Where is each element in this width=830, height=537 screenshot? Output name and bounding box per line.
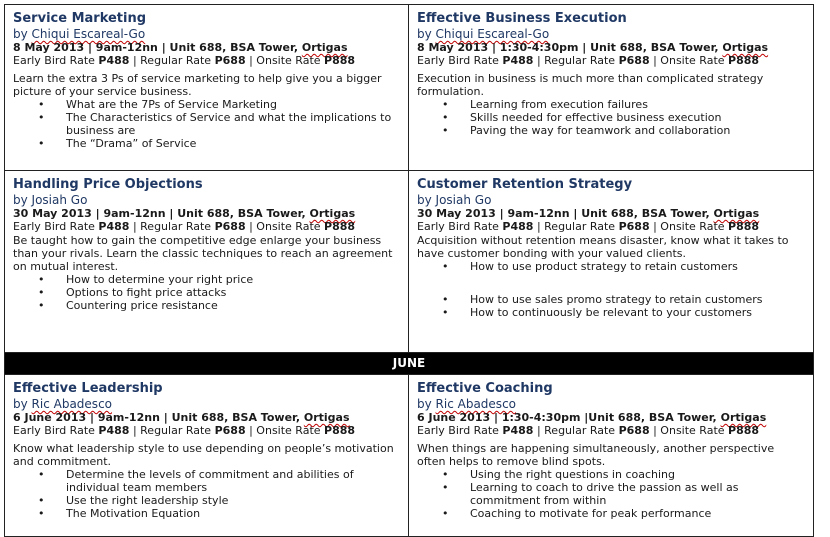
early-label: Early Bird Rate (13, 424, 95, 437)
bullet-item: • How to use product strategy to retain customers (470, 260, 805, 273)
speaker-prefix: by (417, 193, 432, 207)
event-rates (13, 54, 400, 67)
speaker-prefix: by (13, 397, 28, 411)
event-schedule (13, 411, 400, 424)
speaker-prefix: by (417, 27, 432, 41)
bullet-item: • Learning from execution failures (470, 98, 805, 111)
speaker-name: Ric Abadesco (31, 397, 113, 411)
event-cell-price-objections (5, 171, 409, 352)
event-title: Customer Retention Strategy (417, 177, 633, 192)
event-speaker (417, 397, 805, 411)
venue-city: Ortigas (720, 411, 767, 424)
venue-city: Ortigas (301, 41, 348, 54)
event-description: Know what leadership style to use depending on people’s motivation and commitment. (13, 442, 394, 468)
speaker-prefix: by (13, 27, 28, 41)
venue-city: Ortigas (303, 411, 350, 424)
bullet-item: • How to determine your right price (66, 273, 400, 286)
regular-price: P688 (214, 54, 246, 67)
schedule-text: 8 May 2013 | 1:30-4:30pm | Unit 688, BSA Tower, (417, 41, 719, 54)
event-description: When things are happening simultaneously, another perspective often helps to remove blind spots. (417, 442, 775, 468)
table-row (5, 171, 813, 353)
bullet-item: • The Motivation Equation (66, 507, 400, 520)
event-bullets (417, 260, 805, 319)
early-price: P488 (98, 220, 130, 233)
event-bullets (417, 98, 805, 137)
event-title: Effective Business Execution (417, 11, 627, 26)
events-table (4, 4, 814, 537)
venue-city: Ortigas (722, 41, 769, 54)
early-price: P488 (98, 54, 130, 67)
schedule-text: 8 May 2013 | 9am-12nn | Unit 688, BSA Tower, (13, 41, 299, 54)
table-row (5, 375, 813, 536)
speaker-name: Chiqui Escareal-Go (435, 27, 550, 41)
event-cell-effective-leadership (5, 375, 409, 536)
regular-label: | Regular Rate (132, 54, 212, 67)
event-schedule (417, 411, 805, 424)
onsite-price: P888 (324, 220, 356, 233)
event-description: Be taught how to gain the competitive edge enlarge your business than your rivals. Learn the classic techniques to reach an agreement on mutual interest. (13, 234, 393, 273)
early-label: Early Bird Rate (417, 220, 499, 233)
bullet-item: • How to use sales promo strategy to retain customers (470, 293, 805, 306)
event-cell-business-execution (409, 5, 813, 170)
speaker-prefix: by (417, 397, 432, 411)
bullet-item: • The Characteristics of Service and what the implications to business are (66, 111, 400, 137)
onsite-label: | Onsite Rate (249, 424, 321, 437)
regular-price: P688 (618, 220, 650, 233)
month-band: JUNE (5, 353, 813, 375)
event-rates (13, 424, 400, 437)
regular-price: P688 (214, 424, 246, 437)
schedule-text: 30 May 2013 | 9am-12nn | Unit 688, BSA Tower, (13, 207, 306, 220)
event-bullets (13, 273, 400, 312)
bullet-spacer (470, 273, 805, 293)
onsite-label: | Onsite Rate (653, 220, 725, 233)
event-speaker (417, 27, 805, 41)
event-bullets (417, 468, 805, 520)
speaker-name: Josiah Go (435, 193, 492, 207)
event-title: Handling Price Objections (13, 177, 203, 192)
bullet-item: • Countering price resistance (66, 299, 400, 312)
onsite-price: P888 (728, 54, 760, 67)
bullet-item: • What are the 7Ps of Service Marketing (66, 98, 400, 111)
early-label: Early Bird Rate (13, 54, 95, 67)
speaker-name: Ric Abadesco (435, 397, 517, 411)
event-schedule (417, 207, 805, 220)
event-cell-customer-retention (409, 171, 813, 352)
event-speaker (13, 397, 400, 411)
bullet-item: • Coaching to motivate for peak performance (470, 507, 805, 520)
event-rates (417, 54, 805, 67)
early-price: P488 (98, 424, 130, 437)
venue-city: Ortigas (713, 207, 760, 220)
onsite-label: | Onsite Rate (249, 54, 321, 67)
onsite-label: | Onsite Rate (653, 54, 725, 67)
event-speaker (13, 193, 400, 207)
onsite-label: | Onsite Rate (249, 220, 321, 233)
regular-price: P688 (214, 220, 246, 233)
early-price: P488 (502, 220, 534, 233)
early-price: P488 (502, 424, 534, 437)
early-price: P488 (502, 54, 534, 67)
onsite-price: P888 (728, 424, 760, 437)
bullet-item: • Options to fight price attacks (66, 286, 400, 299)
event-title: Effective Leadership (13, 381, 163, 396)
event-speaker (13, 27, 400, 41)
bullet-item: • The “Drama” of Service (66, 137, 400, 150)
event-description: Learn the extra 3 Ps of service marketing to help give you a bigger picture of your service business. (13, 72, 382, 98)
speaker-name: Chiqui Escareal-Go (31, 27, 146, 41)
event-bullets (13, 98, 400, 150)
event-title: Service Marketing (13, 11, 147, 26)
regular-price: P688 (618, 54, 650, 67)
bullet-item: • Using the right questions in coaching (470, 468, 805, 481)
table-row (5, 5, 813, 171)
event-schedule (13, 41, 400, 54)
regular-label: | Regular Rate (132, 424, 212, 437)
speaker-name: Josiah Go (31, 193, 88, 207)
bullet-item: • Learning to coach to drive the passion as well as commitment from within (470, 481, 805, 507)
venue-city: Ortigas (309, 207, 356, 220)
early-label: Early Bird Rate (417, 424, 499, 437)
bullet-item: • Determine the levels of commitment and abilities of individual team members (66, 468, 400, 494)
event-description: Acquisition without retention means disaster, know what it takes to have customer bonding with your valued clients. (417, 234, 789, 260)
regular-label: | Regular Rate (536, 424, 616, 437)
bullet-item: • Paving the way for teamwork and collaboration (470, 124, 805, 137)
event-cell-effective-coaching (409, 375, 813, 536)
schedule-text: 30 May 2013 | 9am-12nn | Unit 688, BSA Tower, (417, 207, 710, 220)
bullet-item: • How to continuously be relevant to your customers (470, 306, 805, 319)
event-title: Effective Coaching (417, 381, 553, 396)
regular-price: P688 (618, 424, 650, 437)
event-cell-service-marketing (5, 5, 409, 170)
onsite-price: P888 (324, 424, 356, 437)
onsite-label: | Onsite Rate (653, 424, 725, 437)
event-schedule (13, 207, 400, 220)
onsite-price: P888 (728, 220, 760, 233)
event-speaker (417, 193, 805, 207)
early-label: Early Bird Rate (13, 220, 95, 233)
event-rates (417, 424, 805, 437)
regular-label: | Regular Rate (132, 220, 212, 233)
early-label: Early Bird Rate (417, 54, 499, 67)
speaker-prefix: by (13, 193, 28, 207)
regular-label: | Regular Rate (536, 54, 616, 67)
regular-label: | Regular Rate (536, 220, 616, 233)
event-bullets (13, 468, 400, 520)
event-description: Execution in business is much more than complicated strategy formulation. (417, 72, 764, 98)
bullet-item: • Use the right leadership style (66, 494, 400, 507)
event-schedule (417, 41, 805, 54)
event-rates (13, 220, 400, 233)
onsite-price: P888 (324, 54, 356, 67)
schedule-text: 6 June 2013 | 1:30-4:30pm |Unit 688, BSA Tower, (417, 411, 717, 424)
event-rates (417, 220, 805, 233)
schedule-text: 6 June 2013 | 9am-12nn | Unit 688, BSA Tower, (13, 411, 301, 424)
bullet-item: • Skills needed for effective business execution (470, 111, 805, 124)
